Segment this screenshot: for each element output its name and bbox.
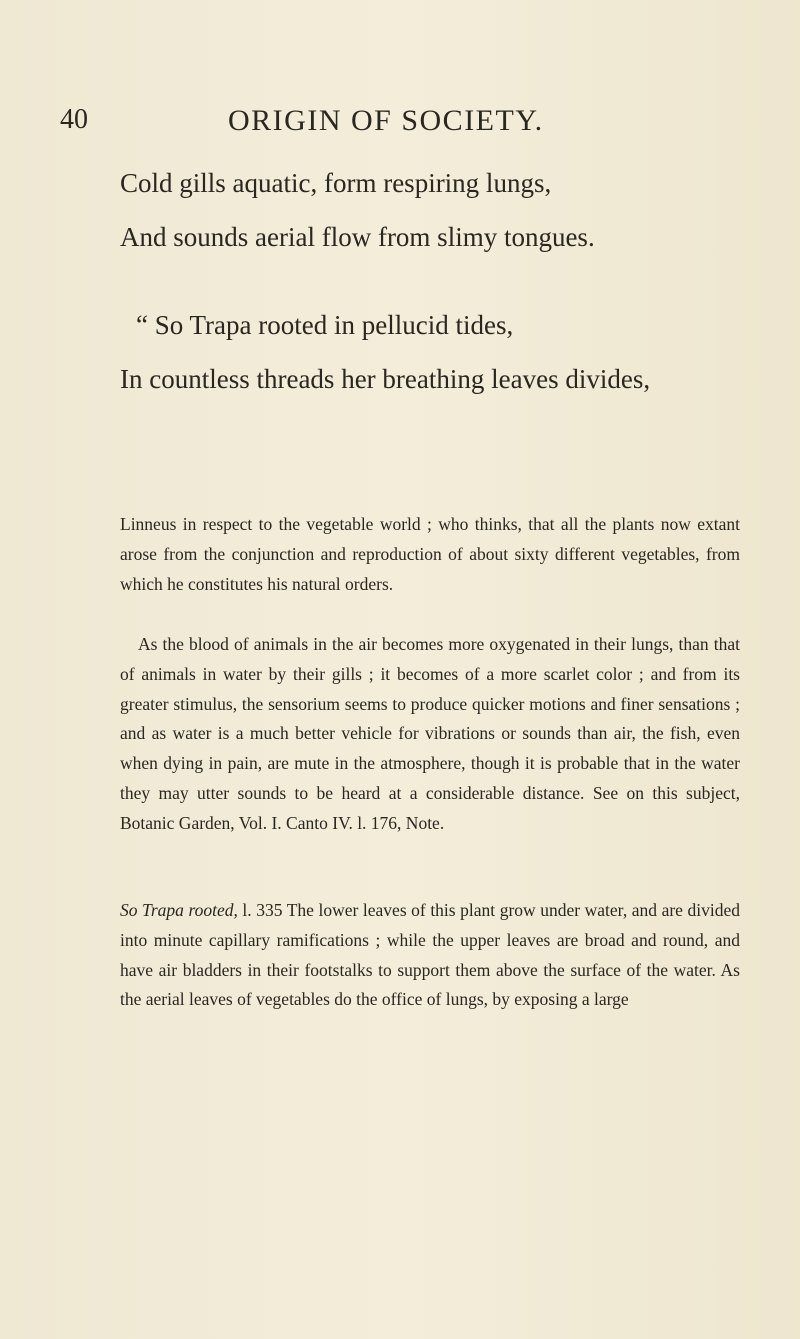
verse-line-2: And sounds aerial flow from slimy tongues. [120,222,595,252]
note-text-1: Linneus in respect to the vegetable world ; who thinks, that all the plants now extant arose from the conjunction and reproduction of about sixty different vegetables, from which he constitutes his natural orders. [120,514,740,594]
verse-line-4: In countless threads her breathing leaves divides, [120,364,651,394]
note-lead-italic: So Trapa rooted, [120,900,238,920]
note-text-2: As the blood of animals in the air becomes more oxygenated in their lungs, than that of animals in water by their gills ; it becomes of a more scarlet color ; and from its greater stimulus, the sensorium seems to produce quicker motions and finer sensations ; and as water is a much better vehicle for vibrations or sounds than air, the fish, even when dying in pain, are mute in the atmosphere, though it is probable that in the water they may utter sounds to be heard at a considerable distance. See on this subject, Botanic Garden, Vol. I. Canto IV. l. 176, Note. [120,634,740,833]
verse-line-3: “ So Trapa rooted in pellucid tides, [136,310,514,340]
running-title: ORIGIN OF SOCIETY. [228,104,544,137]
note-body: l. 335 The lower leaves of this plant grow under water, and are divided into minute capillary ramifications ; while the upper leaves are broad and round, and have air bladders in their footstalks to support them above the surface of the water. As the aerial leaves of vegetables do the office of lungs, by exposing a large [120,900,740,1010]
page-number: 40 [60,104,88,135]
verse-line-1: Cold gills aquatic, form respiring lungs, [120,168,552,198]
note-text-3 [120,896,740,1015]
note-paragraph-1 [120,510,740,599]
note-paragraph-3 [120,896,740,1015]
note-paragraph-2 [120,630,740,839]
page-header [60,104,740,144]
